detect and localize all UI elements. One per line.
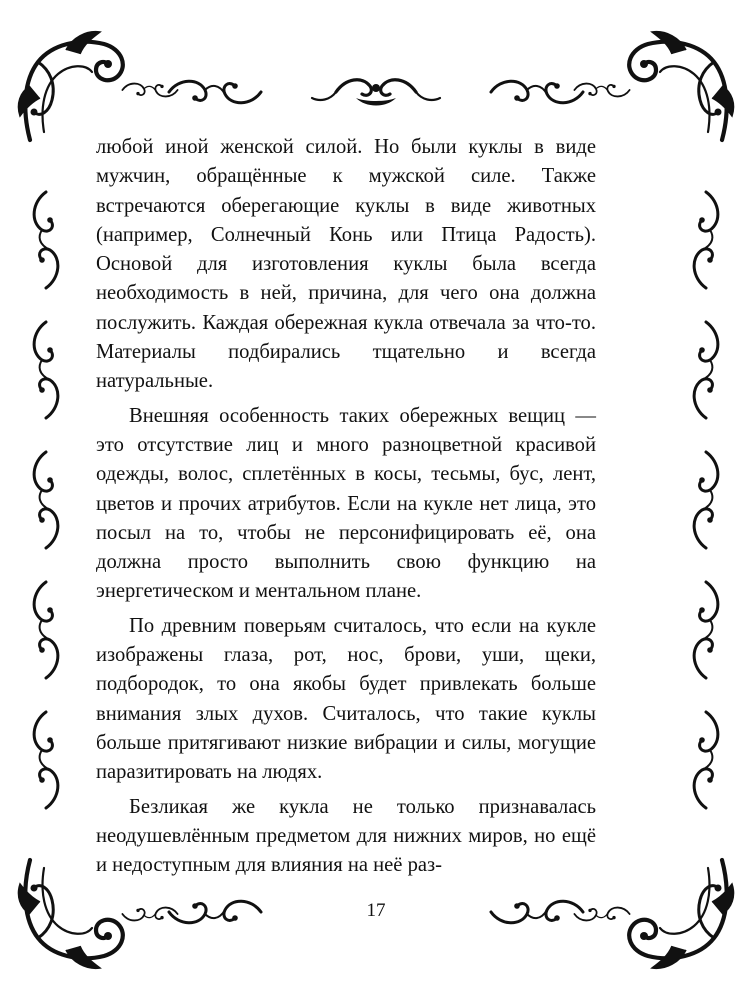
right-border bbox=[694, 192, 718, 808]
left-border bbox=[34, 192, 58, 808]
paragraph-2: Внешняя особенность таких обережных вещиц — это отсутствие лиц и много разноцветной красивой одежды, волос, сплетённых в косы, тесьмы, бус, лент, цветов и прочих атрибутов. Если на кукле нет лица, это посыл на то, чтобы не персонифицировать её, она должна просто выполнить свою функцию на энергетическом и ментальном плане. bbox=[96, 404, 596, 603]
corner-ornament-bottom-right bbox=[629, 860, 733, 968]
page-number: 17 bbox=[366, 900, 386, 921]
paragraph-3: По древним поверьям считалось, что если на кукле изображены глаза, рот, нос, брови, уши, щеки, подбородок, то она якобы будет привлекать больше внимания злых духов. Считалось, что такие куклы больше притягивают низкие вибрации и силы, могущие паразитировать на людях. bbox=[96, 614, 596, 784]
paragraph-4: Безликая же кукла не только признавалась неодушевлённым предметом для нижних миров, но ещё и недоступным для влияния на неё раз- bbox=[96, 795, 596, 877]
top-border bbox=[122, 80, 629, 106]
corner-ornament-top-right bbox=[629, 32, 733, 140]
paragraph-1: любой иной женской силой. Но были куклы в виде мужчин, обращённые к мужской силе. Также встречаются оберегающие куклы в виде животных (например, Солнечный Конь или Птица Радость). Основой для изготовления куклы была всегда необходимость в ней, причина, для чего она должна послужить. Каждая обережная кукла отвечала за что-то. Материалы подбирались тщательно и всегда натуральные. bbox=[96, 136, 596, 393]
corner-ornament-top-left bbox=[18, 32, 122, 140]
body-text bbox=[96, 133, 596, 880]
